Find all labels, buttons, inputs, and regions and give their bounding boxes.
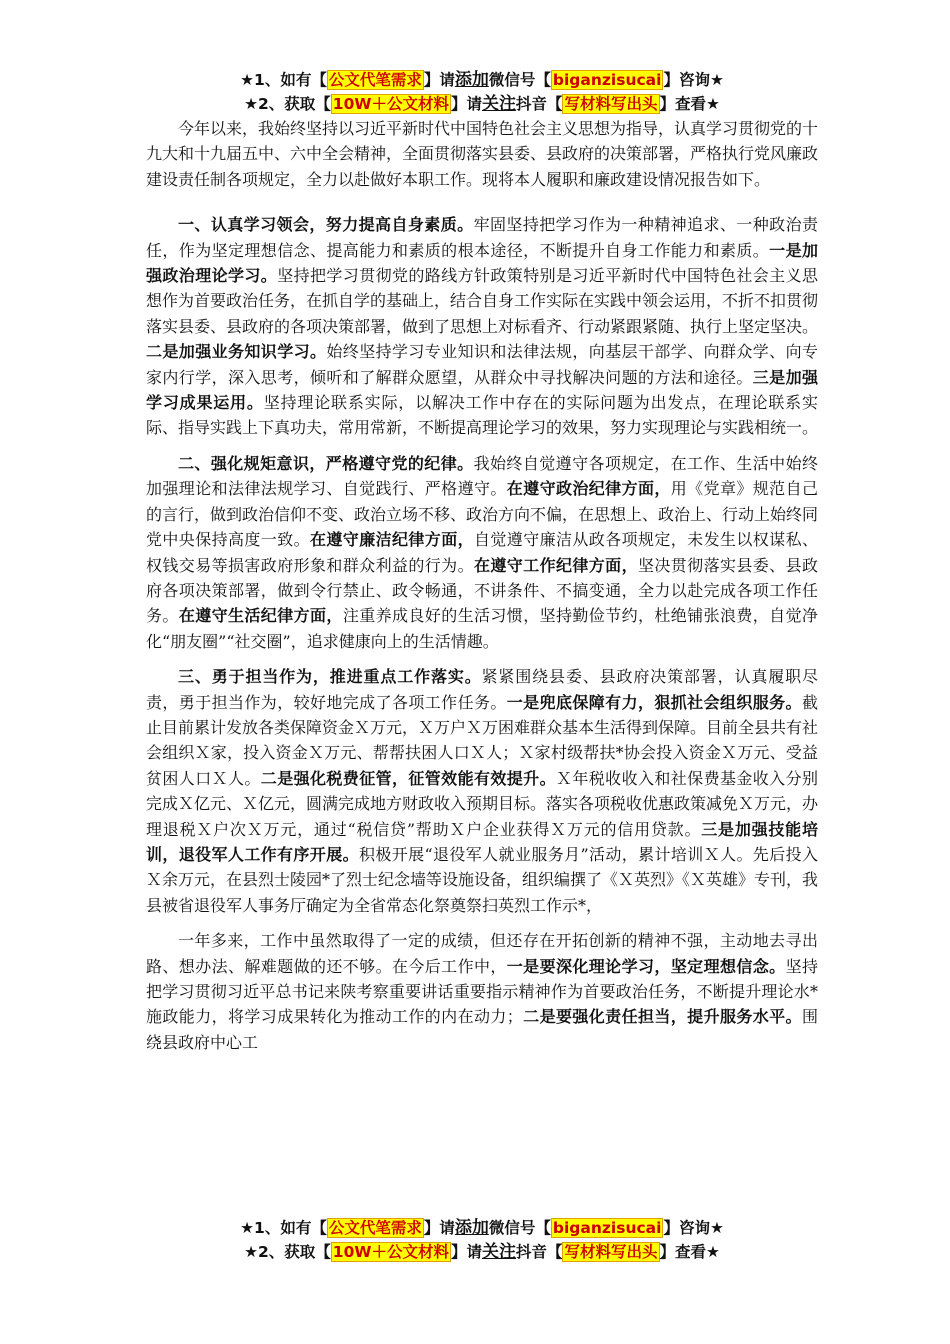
text-run: 坚持把学习贯彻习近平总书记来陕考察重要讲话重要指示精神作为首要政治任务，不断提升理论水*施政能力，将学习成果转化为推动工作的内在动力；	[146, 956, 818, 1027]
ad-highlight: 10W＋公文材料	[332, 1243, 449, 1261]
ad-line-1: ★1、如有【 公文代笔需求 】请添加微信号【 biganzisucai 】咨询★	[240, 1218, 724, 1238]
ad-highlight: 写材料写出头	[564, 1243, 658, 1261]
text-run: 积极开展“退役军人就业服务月”活动，累计培训Ｘ人。先后投入Ｘ余万元，在县烈士陵园*了烈士纪念墙等设施设备，组织编撰了《Ｘ英烈》《Ｘ英雄》专刊，我县被省退役军人事务厅确定为全省常态化祭奠祭扫英烈工作示*，	[146, 844, 819, 915]
paragraph-discipline	[146, 451, 818, 654]
ad-footer	[146, 1216, 818, 1264]
bold-heading: 一、认真学习领会，努力提高自身素质。	[178, 215, 474, 235]
bold-heading: 在遵守生活纪律方面，	[178, 606, 343, 626]
document-body	[146, 116, 818, 1055]
bold-heading: 二是加强业务知识学习。	[146, 342, 327, 362]
paragraph-intro: 今年以来，我始终坚持以习近平新时代中国特色社会主义思想为指导，认真学习贯彻党的十九大和十九届五中、六中全会精神，全面贯彻落实县委、县政府的决策部署，严格执行党风廉政建设责任制各项规定，全力以赴做好本职工作。现将本人履职和廉政建设情况报告如下。	[146, 119, 819, 189]
bold-heading: 三是加强技能培训，退役军人工作有序开展。	[146, 819, 818, 864]
text-run: 自觉遵守廉洁从政各项规定，未发生以权谋私、权钱交易等损害政府形象和群众利益的行为。	[146, 530, 818, 575]
bold-heading: 二是强化税费征管，征管效能有效提升。	[260, 768, 556, 788]
ad-highlight: 公文代笔需求	[328, 71, 422, 89]
text-run: 截止目前累计发放各类保障资金Ｘ万元，Ｘ万户Ｘ万困难群众基本生活得到保障。目前全县共有社会组织Ｘ家，投入资金Ｘ万元、帮帮扶困人口Ｘ人；Ｘ家村级帮扶*协会投入资金Ｘ万元、受益贫困人口Ｘ人。	[146, 692, 819, 788]
paragraph-plan	[146, 928, 818, 1055]
bold-heading: 在遵守工作纪律方面，	[473, 555, 638, 575]
bold-heading: 一是加强政治理论学习。	[146, 240, 818, 286]
bold-heading: 一是兜底保障有力，狠抓社会组织服务。	[506, 692, 802, 712]
text-run: 坚持把学习贯彻党的路线方针政策特别是习近平新时代中国特色社会主义思想作为首要政治任务，在抓自学的基础上，结合自身工作实际在实践中领会运用，不折不扣贯彻落实县委、县政府的各项决策部署，做到了思想上对标看齐、行动紧跟紧随、执行上坚定坚决。	[146, 266, 819, 336]
bold-heading: 三、勇于担当作为，推进重点工作落实。	[178, 667, 482, 687]
text-run: 注重养成良好的生活习惯，坚持勤俭节约，杜绝铺张浪费，自觉净化“朋友圈”“社交圈”，追求健康向上的生活情趣。	[146, 606, 818, 651]
ad-line-2: ★2、获取【 10W＋公文材料 】请关注抖音【 写材料写出头 】查看★	[244, 94, 720, 114]
text-run: 围绕县政府中心工	[146, 1007, 818, 1052]
text-run: 始终坚持学习专业知识和法律法规，向基层干部学、向群众学、向专家内行学，深入思考，倾听和了解群众愿望，从群众中寻找解决问题的方法和途径。	[146, 342, 818, 387]
ad-highlight: biganzisucai	[552, 71, 662, 89]
text-run: 用《党章》规范自己的言行，做到政治信仰不变、政治立场不移、政治方向不偏，在思想上、政治上、行动上始终同党中央保持高度一致。	[146, 479, 819, 550]
ad-highlight: 写材料写出头	[564, 95, 658, 113]
paragraph-study	[146, 212, 818, 441]
text-run: 我始终自觉遵守各项规定，在工作、生活中始终加强理论和法律法规学习、自觉践行、严格遵守。	[146, 453, 818, 499]
bold-heading: 三是加强学习成果运用。	[146, 367, 818, 413]
text-run: 坚持理论联系实际，以解决工作中存在的实际问题为出发点，在理论联系实际、指导实践上下真功夫，常用常新，不断提高理论学习的效果，努力实现理论与实践相统一。	[146, 393, 819, 438]
ad-line-2: ★2、获取【 10W＋公文材料 】请关注抖音【 写材料写出头 】查看★	[244, 1242, 720, 1262]
text-run: 牢固坚持把学习作为一种精神追求、一种政治责任，作为坚定理想信念、提高能力和素质的根本途径，不断提升自身工作能力和素质。	[146, 215, 818, 260]
paragraph-work	[146, 664, 818, 918]
ad-highlight: 公文代笔需求	[328, 1219, 422, 1237]
ad-highlight: biganzisucai	[552, 1219, 662, 1237]
text-run: 一年多来，工作中虽然取得了一定的成绩，但还存在开拓创新的精神不强，主动地去寻出路、想办法、解难题做的还不够。在今后工作中，	[146, 931, 818, 976]
bold-heading: 二是要强化责任担当，提升服务水平。	[522, 1007, 802, 1027]
bold-heading: 一是要深化理论学习，坚定理想信念。	[506, 956, 786, 976]
bold-heading: 二、强化规矩意识，严格遵守党的纪律。	[178, 453, 474, 473]
text-run: 紧紧围绕县委、县政府决策部署，认真履职尽责，勇于担当作为，较好地完成了各项工作任务。	[146, 667, 818, 712]
text-run: Ｘ年税收收入和社保费基金收入分别完成Ｘ亿元、Ｘ亿元，圆满完成地方财政收入预期目标。落实各项税收优惠政策减免Ｘ万元，办理退税Ｘ户次Ｘ万元，通过“税信贷”帮助Ｘ户企业获得Ｘ万元的信用贷款。	[146, 768, 819, 839]
text-run: 坚决贯彻落实县委、县政府各项决策部署，做到令行禁止、政令畅通，不讲条件、不搞变通，全力以赴完成各项工作任务。	[146, 555, 818, 626]
ad-highlight: 10W＋公文材料	[332, 95, 449, 113]
ad-line-1: ★1、如有【 公文代笔需求 】请添加微信号【 biganzisucai 】咨询★	[240, 70, 724, 90]
bold-heading: 在遵守政治纪律方面，	[506, 479, 671, 499]
bold-heading: 在遵守廉洁纪律方面，	[310, 530, 474, 550]
document-page	[146, 68, 818, 1065]
